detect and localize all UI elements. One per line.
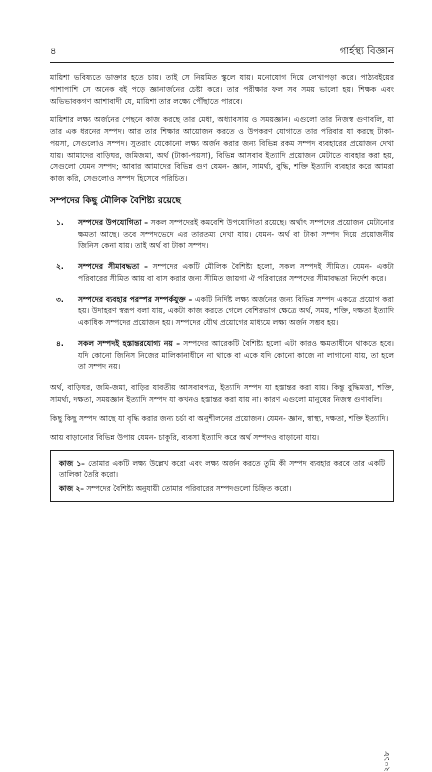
feature-term: সম্পদের উপযোগিতা – [78, 217, 149, 227]
feature-number: ২. [56, 262, 64, 272]
task-label: কাজ ১– [59, 459, 85, 469]
paragraph-income: আয় বাড়ানোর বিভিন্ন উপায় যেমন- চাকুরি, ব্যবসা ইত্যাদি করে অর্থ সম্পদও বাড়ানো যায়। [50, 432, 320, 442]
feature-term: সম্পদের সীমাবদ্ধতা – [78, 262, 148, 272]
task-item [59, 458, 385, 480]
task-text: তোমার একটি লক্ষ্য উল্লেখ করো এবং লক্ষ্য অর্জন করতে তুমি কী সম্পদ ব্যবহার করবে তার একটি তালিকা তৈরি করো। [59, 459, 385, 480]
paragraph-practice: কিছু কিছু সম্পদ আছে যা বৃদ্ধি করার জন্য চর্চা বা অনুশীলনের প্রয়োজন। যেমন- জ্ঞান, স্বাস্থ্য, দক্ষতা, শক্তি ইত্যাদি। [50, 413, 389, 423]
footer-year: ২০১৮ [382, 751, 391, 772]
task-item [59, 483, 385, 494]
feature-number: ৩. [56, 294, 64, 304]
feature-term: সম্পদের ব্যবহার পরস্পর সম্পর্কযুক্ত – [78, 294, 193, 304]
feature-text: সম্পদের আরেকটি বৈশিষ্ট্য হলো এটা কারও ক্ষমতাধীনে থাকতে হবে। যদি কোনো জিনিস নিজের মালিকানাধীনে না থাকে বা একে যদি কোনো কাজে না লাগানো যায়, তা হলে তা সম্পদ নয়। [78, 338, 395, 372]
paragraph-transferable: অর্থ, বাড়িঘর, জমি-জমা, বাড়ির যাবতীয় আসবাবপত্র, ইত্যাদি সম্পদ যা হস্তান্তর করা যায়। কিন্তু বুদ্ধিমত্তা, শক্তি, সামর্থ্য, দক্ষতা, সময়জ্ঞান ইত্যাদি সম্পদ যা কখনও হস্তান্তর করা যায় না। কারণ এগুলো মানুষের নিজস্ব গুণাবলি। [50, 383, 394, 405]
page-content [50, 72, 394, 502]
page-header [50, 44, 394, 60]
page-number: ৪ [50, 46, 57, 57]
feature-text: সম্পদের একটি মৌলিক বৈশিষ্ট্য হলো, সকল সম্পদই সীমিত। যেমন- একটা পরিবারের সীমিত আয় বা বাস করার জন্য সীমিত জায়গা ঐ পরিবারের সম্পদের সীমাবদ্ধতা নির্দেশ করে। [78, 262, 394, 283]
feature-text: সকল সম্পদেরই কমবেশি উপযোগিতা রয়েছে। অর্থাৎ সম্পদের প্রয়োজন মেটানোর ক্ষমতা আছে। তবে সম্পদভেদে এর তারতম্য দেখা যায়। যেমন- অর্থ বা টাকা সম্পদ দিয়ে প্রয়োজনীয় জিনিস কেনা যায়। তাই অর্থ বা টাকা সম্পদ। [78, 217, 394, 251]
paragraph-intro: মায়িশা ভবিষ্যতে ডাক্তার হতে চায়। তাই সে নিয়মিত স্কুলে যায়। মনোযোগ দিয়ে লেখাপড়া করে। পাঠ্যবইয়ের পাশাপাশি সে অনেক বই পড়ে জ্ঞানার্জনের চেষ্টা করে। তার পরীক্ষার ফল সব সময় ভালো হয়। শিক্ষক এবং অভিভাবকগণ আশাবাদী যে, মায়িশা তার লক্ষ্যে পৌঁছাতে পারবে। [50, 73, 394, 106]
feature-text: একটি নির্দিষ্ট লক্ষ্য অর্জনের জন্য বিভিন্ন সম্পদ একত্রে প্রয়োগ করা হয়। উদাহরণ স্বরূপ বলা যায়, একটা কাজ করতে গেলে বেশিরভাগ ক্ষেত্রে অর্থ, সময়, শক্তি, দক্ষতা ইত্যাদি একাধিক সম্পদের প্রয়োজন হয়। সম্পদের যৌথ প্রয়োগের মাধ্যমে লক্ষ্য অর্জন সম্ভব হয়। [78, 294, 394, 328]
feature-item [50, 217, 394, 252]
feature-number: ১. [56, 217, 64, 227]
header-divider [50, 62, 394, 63]
feature-item [50, 261, 394, 285]
section-heading: সম্পদের কিছু মৌলিক বৈশিষ্ট্য রয়েছে [50, 195, 181, 206]
paragraph-resources: মায়িশার লক্ষ্য অর্জনের পেছনে কাজ করছে তার মেধা, অধ্যাবসায় ও সময়জ্ঞান। এগুলো তার নিজস্ব গুণাবলি, যা তার এক ধরনের সম্পদ। আর তার শিক্ষার আয়োজন করতে ও উপকরণ যোগাতে তার পরিবার যা করছে টাকা-পয়সা, সেগুলোও সম্পদ। সুতরাং যেকোনো লক্ষ্য অর্জন করার জন্য বিভিন্ন রকম সম্পদ ব্যবহারের প্রয়োজন দেখা যায়। আমাদের বাড়িঘর, জমিজমা, অর্থ (টাকা-পয়সা), বিভিন্ন আসবাব ইত্যাদি প্রয়োজন মেটাতে ব্যবহার করা হয়, সেগুলো যেমন সম্পদ; আবার আমাদের বিভিন্ন গুণ যেমন- জ্ঞান, সামর্থ্য, বুদ্ধি, শক্তি ইত্যাদি ব্যবহার করে আমরা কাজ করি, সেগুলোও সম্পদ হিসেবে পরিচিত। [50, 115, 394, 184]
feature-term: সকল সম্পদই হস্তান্তরযোগ্য নয় – [78, 338, 181, 348]
book-title: গার্হস্থ্য বিজ্ঞান [339, 46, 394, 57]
feature-item [50, 294, 394, 329]
task-text: সম্পদের বৈশিষ্ট্য অনুযায়ী তোমার পরিবারের সম্পদগুলো চিহ্নিত করো। [86, 483, 292, 493]
task-label: কাজ ২– [59, 483, 84, 493]
feature-item [50, 338, 394, 373]
feature-number: ৪. [56, 338, 64, 348]
task-box [50, 450, 394, 501]
